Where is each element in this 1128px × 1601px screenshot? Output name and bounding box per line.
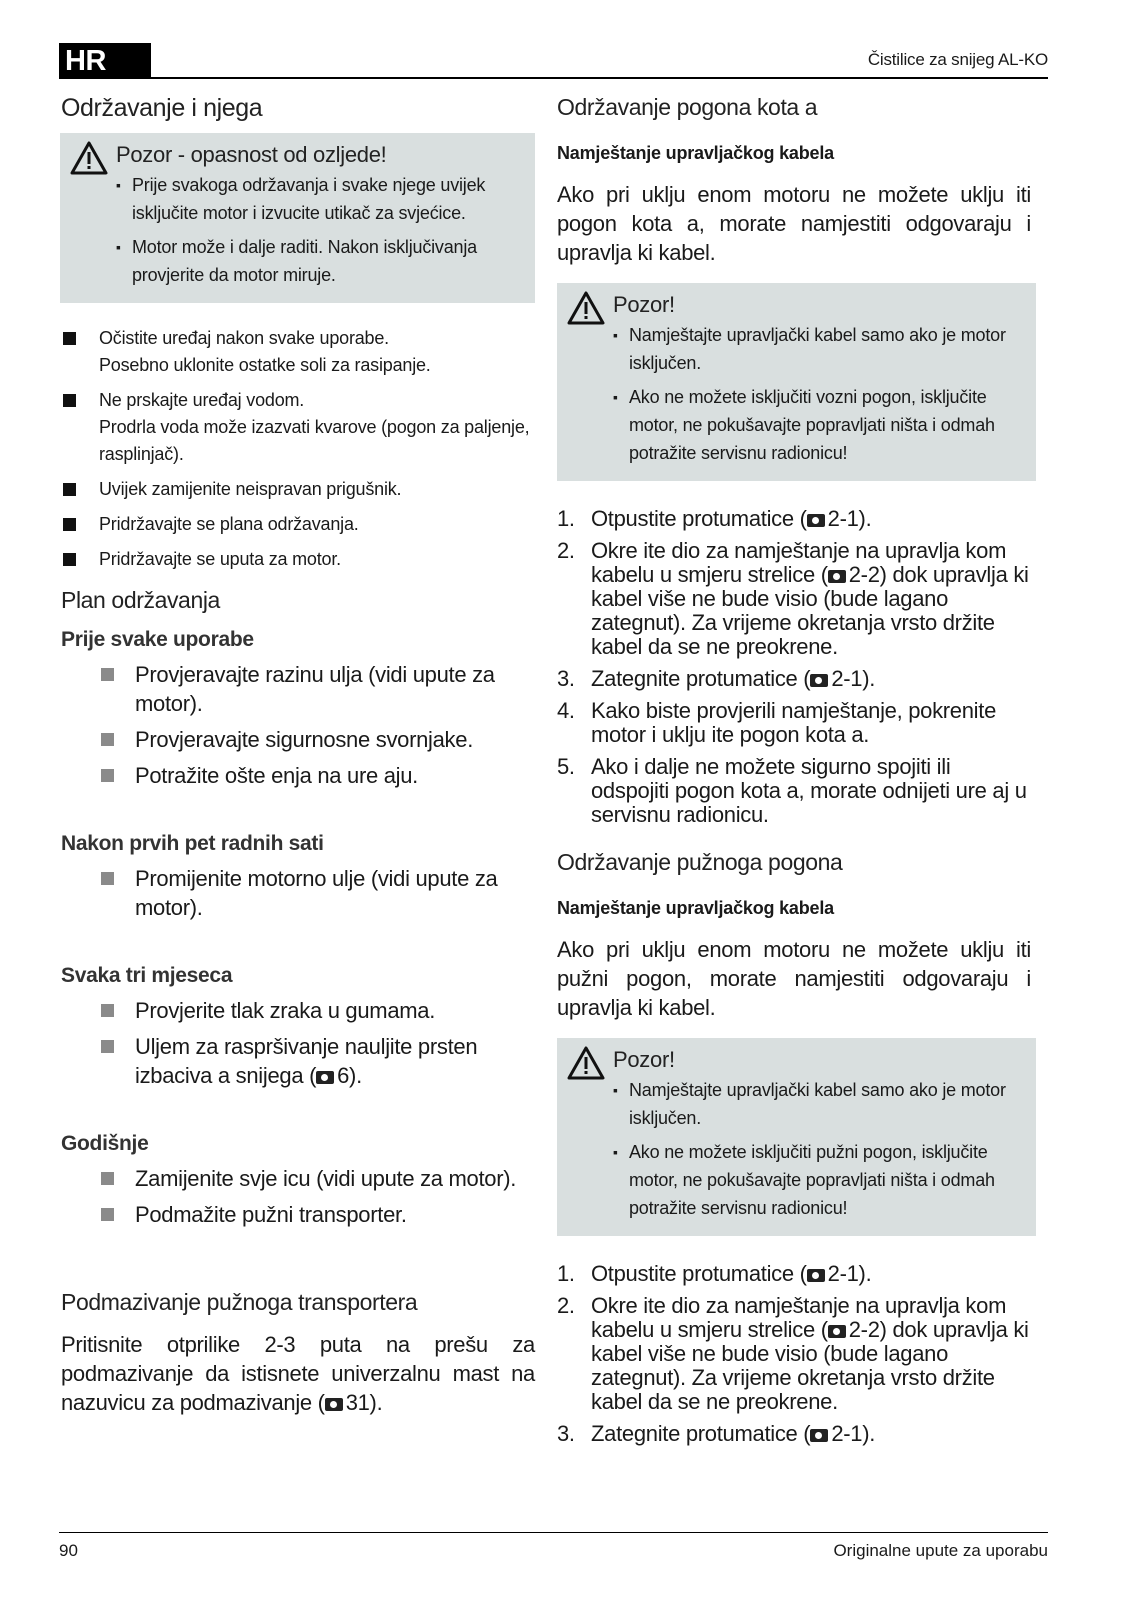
injury-warning-box xyxy=(60,133,535,303)
warning-icon xyxy=(567,1046,605,1080)
warning-list xyxy=(613,321,1026,467)
item-text: Promijenite motorno ulje (vidi upute za motor). xyxy=(135,866,498,920)
list-item xyxy=(61,1200,535,1229)
item-text: Podmažite pužni transporter. xyxy=(135,1202,407,1227)
auger-title: Održavanje pužnoga pogona xyxy=(557,849,843,875)
list-item xyxy=(61,660,535,718)
before-each-list xyxy=(61,660,535,790)
list-item xyxy=(61,546,535,573)
drive-title: Održavanje pogona kota a xyxy=(557,94,818,120)
warning-item: ▪ Namještajte upravljački kabel samo ako je motor isključen. xyxy=(613,321,1026,377)
step-text: Zategnite protumatice ( xyxy=(591,666,811,691)
step-item xyxy=(557,1294,1031,1414)
maintenance-title: Održavanje i njega xyxy=(61,94,263,122)
left-column xyxy=(61,94,535,1417)
drive-steps-list xyxy=(557,507,1031,827)
bullet-square-icon xyxy=(63,332,76,345)
list-item xyxy=(61,511,535,538)
header-title: Čistilice za snijeg AL-KO xyxy=(867,50,1048,69)
warning-icon xyxy=(567,291,605,325)
figure-ref: 2-1). xyxy=(831,1421,876,1446)
figure-ref: 2-2) xyxy=(848,1317,887,1342)
lube-text xyxy=(61,1330,535,1417)
step-number: 1. xyxy=(557,506,575,531)
auger-steps-list xyxy=(557,1262,1031,1446)
header-rule xyxy=(59,77,1048,79)
step-item xyxy=(557,699,1031,747)
figure-ref: 6). xyxy=(337,1063,362,1088)
language-badge: HR xyxy=(59,43,151,79)
camera-icon xyxy=(807,1269,825,1282)
step-text-continued: dok upravlja ki kabel više ne bude visio (bude lagano zategnut). Za vrijeme okretanja vrsto držite kabel da se ne preokrene. xyxy=(591,1317,1029,1414)
step-text: Otpustite protumatice ( xyxy=(591,506,807,531)
after-five-title: Nakon prvih pet radnih sati xyxy=(61,832,324,855)
auger-warning-box xyxy=(557,1038,1036,1236)
camera-icon xyxy=(828,570,846,583)
step-text-continued: dok upravlja ki kabel više ne bude visio (bude lagano zategnut). Za vrijeme okretanja vrsto držite kabel da se ne preokrene. xyxy=(591,562,1029,659)
bullet-square-icon xyxy=(63,483,76,496)
bullet-text: Pridržavajte se uputa za motor. xyxy=(99,549,341,569)
three-months-title: Svaka tri mjeseca xyxy=(61,964,233,987)
step-number: 1. xyxy=(557,1261,575,1286)
warning-item: ▪ Prije svakoga održavanja i svake njege uvijek isključite motor i izvucite utikač za svjećice. xyxy=(116,171,525,227)
bullet-text: Očistite uređaj nakon svake uporabe. xyxy=(99,328,389,348)
warning-item: ▪ Motor može i dalje raditi. Nakon isključivanja provjerite da motor miruje. xyxy=(116,233,525,289)
auger-text: Ako pri uklju enom motoru ne možete uklju iti pužni pogon, morate namjestiti odgovaraju i upravlja ki kabel. xyxy=(557,937,1031,1020)
bullet-text: Uvijek zamijenite neispravan prigušnik. xyxy=(99,479,402,499)
camera-icon xyxy=(828,1325,846,1338)
bullet-square-icon xyxy=(101,872,114,885)
bullet-square-icon xyxy=(101,1172,114,1185)
bullet-text: Pridržavajte se plana održavanja. xyxy=(99,514,359,534)
footer-rule xyxy=(59,1532,1048,1533)
item-text: Potražite ošte enja na ure aju. xyxy=(135,763,418,788)
figure-ref: 2-1). xyxy=(827,1261,872,1286)
step-item xyxy=(557,667,1031,691)
warning-item: ▪ Ako ne možete isključiti vozni pogon, isključite motor, ne pokušavajte popravljati ništa i odmah potražite servisnu radionicu! xyxy=(613,383,1026,467)
three-months-list xyxy=(61,996,535,1090)
item-text: Zamijenite svje icu (vidi upute za motor). xyxy=(135,1166,517,1191)
page-number: 90 xyxy=(59,1541,78,1560)
step-number: 2. xyxy=(557,1293,575,1318)
before-each-title: Prije svake uporabe xyxy=(61,628,254,651)
step-text: Okre ite dio za namještanje na upravlja kom kabelu u smjeru strelice ( xyxy=(591,538,1007,587)
step-text: Ako i dalje ne možete sigurno spojiti ili odspojiti pogon kota a, morate odnijeti ure aj u servisnu radionicu. xyxy=(591,754,1027,827)
bullet-square-icon xyxy=(63,518,76,531)
step-item xyxy=(557,507,1031,531)
item-text: Uljem za raspršivanje nauljite prsten izbaciva a snijega ( xyxy=(135,1034,478,1088)
auger-subtitle: Namještanje upravljačkog kabela xyxy=(557,898,834,918)
bullet-square-icon xyxy=(101,769,114,782)
bullet-subtext: Prodrla voda može izazvati kvarove (pogon za paljenje, rasplinjač). xyxy=(99,417,530,464)
camera-icon xyxy=(807,514,825,527)
list-item xyxy=(61,387,535,468)
step-number: 2. xyxy=(557,538,575,563)
figure-ref: 31). xyxy=(345,1390,383,1415)
list-item xyxy=(61,725,535,754)
list-item xyxy=(61,325,535,379)
bullet-square-icon xyxy=(63,553,76,566)
plan-title: Plan održavanja xyxy=(61,587,220,613)
drive-warning-box xyxy=(557,283,1036,481)
step-text: Kako biste provjerili namještanje, pokrenite motor i uklju ite pogon kota a. xyxy=(591,698,997,747)
warning-list xyxy=(116,171,525,289)
warning-title: Pozor! xyxy=(613,292,675,317)
item-text: Provjeravajte razinu ulja (vidi upute za motor). xyxy=(135,662,495,716)
step-item xyxy=(557,539,1031,659)
yearly-title: Godišnje xyxy=(61,1132,149,1155)
warning-icon xyxy=(70,141,108,175)
camera-icon xyxy=(810,1429,828,1442)
care-bullet-list xyxy=(61,325,535,573)
list-item xyxy=(61,476,535,503)
camera-icon xyxy=(325,1398,343,1411)
item-text: Provjerite tlak zraka u gumama. xyxy=(135,998,436,1023)
warning-title: Pozor! xyxy=(613,1047,675,1072)
step-text: Otpustite protumatice ( xyxy=(591,1261,807,1286)
warning-item: ▪ Namještajte upravljački kabel samo ako je motor isključen. xyxy=(613,1076,1026,1132)
camera-icon xyxy=(810,674,828,687)
step-number: 4. xyxy=(557,698,575,723)
step-number: 5. xyxy=(557,754,575,779)
step-item xyxy=(557,1262,1031,1286)
warning-list xyxy=(613,1076,1026,1222)
step-item xyxy=(557,1422,1031,1446)
figure-ref: 2-1). xyxy=(831,666,876,691)
lube-title: Podmazivanje pužnoga transportera xyxy=(61,1289,418,1315)
item-text: Provjeravajte sigurnosne svornjake. xyxy=(135,727,474,752)
bullet-square-icon xyxy=(101,1004,114,1017)
list-item xyxy=(61,1164,535,1193)
figure-ref: 2-1). xyxy=(827,506,872,531)
yearly-list xyxy=(61,1164,535,1229)
after-five-list xyxy=(61,864,535,922)
bullet-subtext: Posebno uklonite ostatke soli za rasipanje. xyxy=(99,355,431,375)
list-item xyxy=(61,1032,535,1090)
warning-item: ▪ Ako ne možete isključiti pužni pogon, isključite motor, ne pokušavajte popravljati ništa i odmah potražite servisnu radionicu! xyxy=(613,1138,1026,1222)
bullet-square-icon xyxy=(101,733,114,746)
warning-title: Pozor - opasnost od ozljede! xyxy=(116,142,387,167)
footer-title: Originalne upute za uporabu xyxy=(833,1541,1048,1560)
step-text: Okre ite dio za namještanje na upravlja kom kabelu u smjeru strelice ( xyxy=(591,1293,1007,1342)
figure-ref: 2-2) xyxy=(848,562,887,587)
list-item xyxy=(61,864,535,922)
list-item xyxy=(61,761,535,790)
step-text: Zategnite protumatice ( xyxy=(591,1421,811,1446)
list-item xyxy=(61,996,535,1025)
camera-icon xyxy=(316,1071,334,1084)
bullet-square-icon xyxy=(101,668,114,681)
drive-subtitle: Namještanje upravljačkog kabela xyxy=(557,143,834,163)
step-number: 3. xyxy=(557,1421,575,1446)
step-item xyxy=(557,755,1031,827)
bullet-square-icon xyxy=(63,394,76,407)
step-number: 3. xyxy=(557,666,575,691)
bullet-square-icon xyxy=(101,1208,114,1221)
bullet-text: Ne prskajte uređaj vodom. xyxy=(99,390,305,410)
drive-text: Ako pri uklju enom motoru ne možete uklju iti pogon kota a, morate namjestiti odgovaraju i upravlja ki kabel. xyxy=(557,182,1031,265)
lube-text-body: Pritisnite otprilike 2-3 puta na prešu za podmazivanje da istisnete univerzalnu mast na nazuvicu za podmazivanje ( xyxy=(61,1332,535,1415)
bullet-square-icon xyxy=(101,1040,114,1053)
right-column xyxy=(557,94,1031,1454)
